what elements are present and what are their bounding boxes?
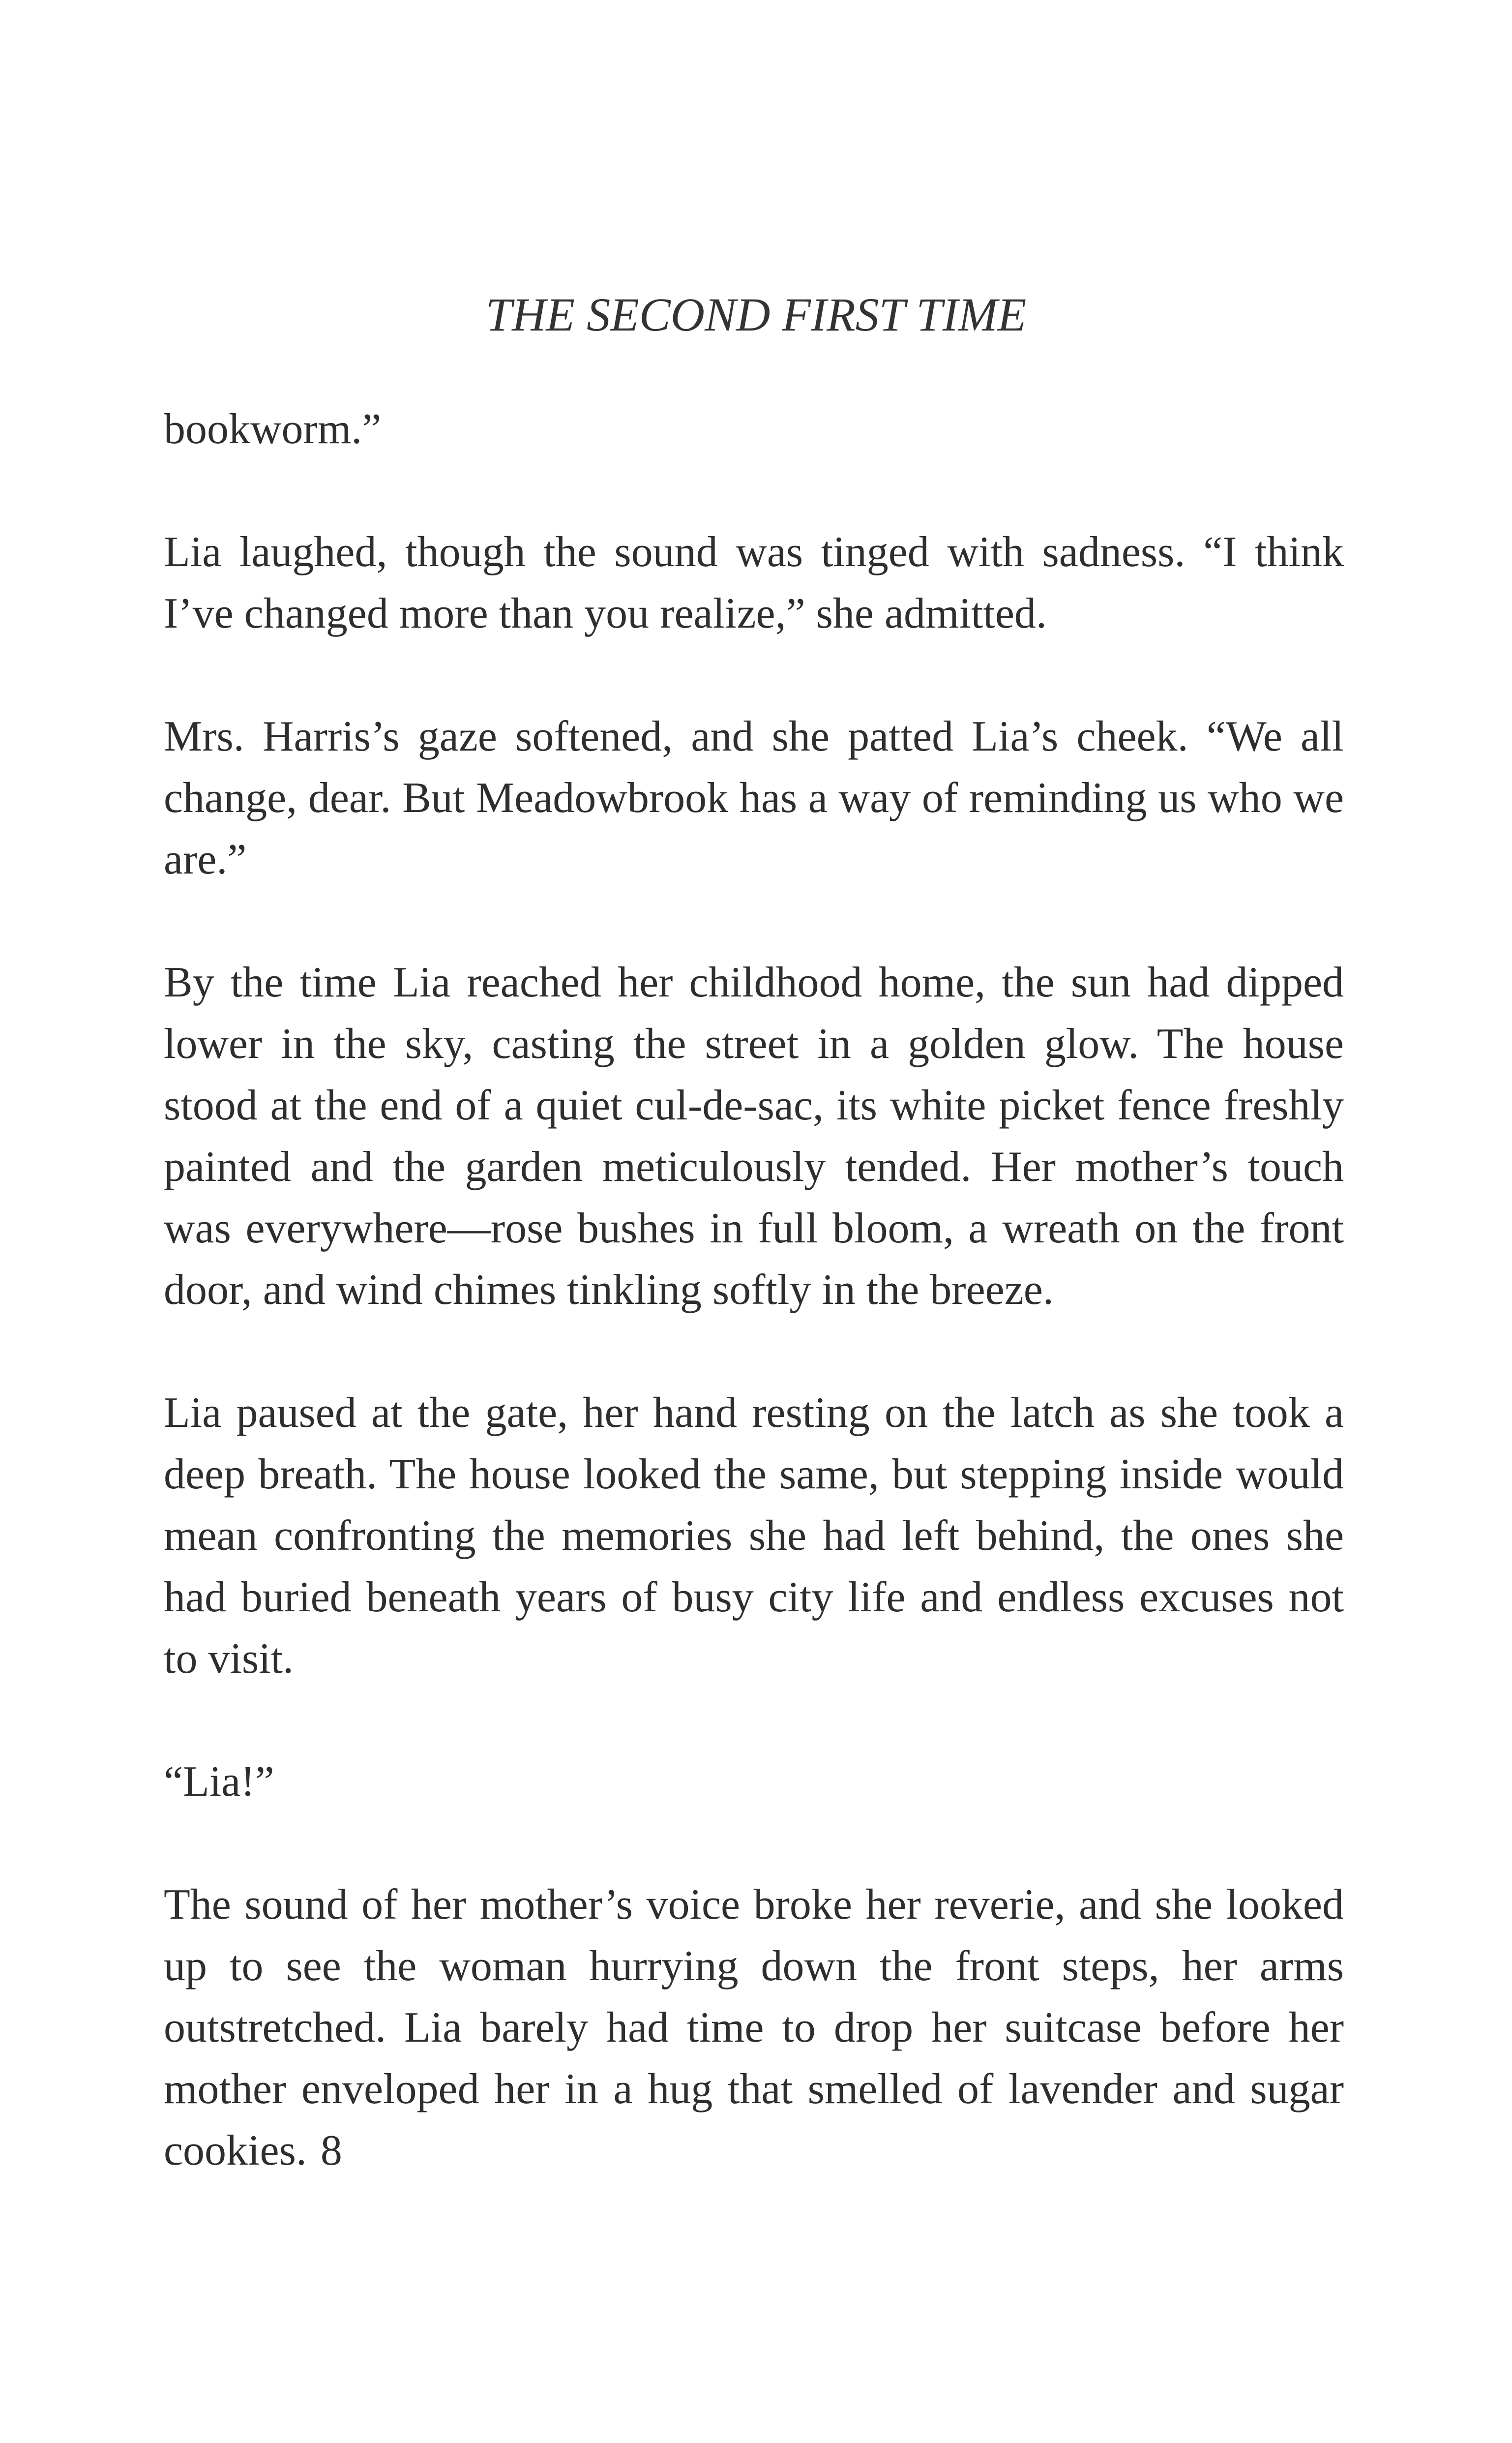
paragraph: bookworm.” — [164, 405, 382, 453]
paragraph: Mrs. Harris’s gaze softened, and she patted Lia’s cheek. “We all change, dear. But Meadowbrook has a way of reminding us who we are.” — [164, 713, 1344, 883]
paragraph: Lia paused at the gate, her hand resting on the latch as she took a deep breath. The house looked the same, but stepping inside would mean confronting the memories she had left behind, the ones she had buried beneath years of busy city life and endless excuses not to visit. — [164, 1389, 1344, 1683]
body-text — [164, 398, 1344, 2243]
paragraph-text: The sound of her mother’s voice broke her reverie, and she looked up to see the woman hurrying down the front steps, her arms outstretched. Lia barely had time to drop her suitcase before her mother enveloped her in a hug that smelled of lavender and sugar cookies. — [164, 1881, 1344, 2174]
page-number: 8 — [320, 2127, 342, 2174]
paragraph-with-folio — [164, 1874, 1344, 2181]
paragraph: Lia laughed, though the sound was tinged with sadness. “I think I’ve changed more than you realize,” she admitted. — [164, 528, 1344, 637]
paragraph: “Lia!” — [164, 1758, 274, 1806]
paragraph: By the time Lia reached her childhood home, the sun had dipped lower in the sky, casting the street in a golden glow. The house stood at the end of a quiet cul-de-sac, its white picket fence freshly painted and the garden meticulously tended. Her mother’s touch was everywhere—rose bushes in full bloom, a wreath on the front door, and wind chimes tinkling softly in the breeze. — [164, 959, 1344, 1314]
running-head-title: THE SECOND FIRST TIME — [485, 288, 1027, 341]
